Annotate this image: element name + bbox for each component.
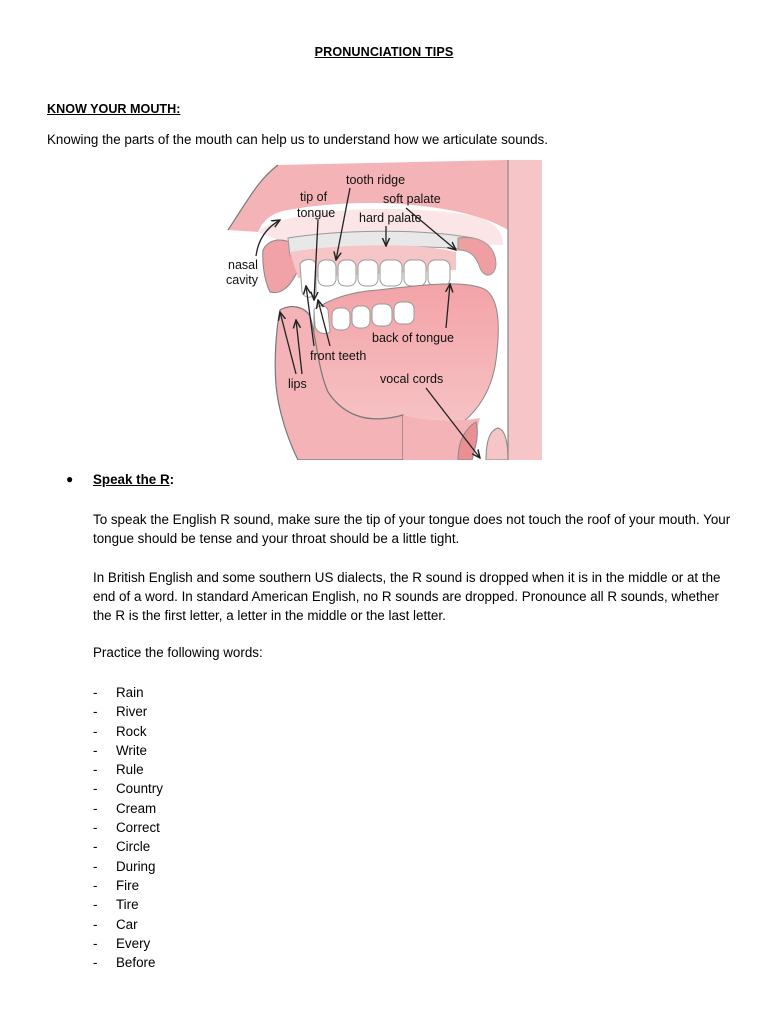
practice-word: Cream bbox=[116, 800, 157, 816]
intro-text: Knowing the parts of the mouth can help us to understand how we articulate sounds. bbox=[47, 132, 548, 147]
practice-word: Country bbox=[116, 781, 163, 797]
bullet-title-colon: : bbox=[169, 472, 175, 487]
list-dash: - bbox=[93, 877, 98, 893]
practice-word: Tire bbox=[116, 897, 139, 913]
paragraph-r-sound: To speak the English R sound, make sure the tip of your tongue does not touch the roof of your mouth. Your tongue should be tense and your throat should be a little tight. bbox=[93, 512, 731, 546]
label-vocal-cords: vocal cords bbox=[380, 372, 444, 386]
bullet-dot: ● bbox=[66, 472, 74, 486]
page-title: PRONUNCIATION TIPS bbox=[314, 45, 454, 59]
list-dash: - bbox=[93, 820, 98, 836]
vocal-cords-shape bbox=[486, 428, 508, 460]
pharynx-background bbox=[508, 160, 542, 460]
list-dash: - bbox=[93, 762, 98, 778]
label-lips: lips bbox=[288, 377, 307, 391]
practice-word: During bbox=[116, 858, 156, 874]
practice-word: River bbox=[116, 704, 148, 720]
list-dash: - bbox=[93, 955, 98, 971]
list-dash: - bbox=[93, 704, 98, 720]
section-heading: KNOW YOUR MOUTH: bbox=[47, 102, 181, 116]
practice-word: Before bbox=[116, 955, 156, 971]
practice-word: Car bbox=[116, 916, 138, 932]
label-front-teeth: front teeth bbox=[310, 349, 367, 363]
list-dash: - bbox=[93, 685, 98, 700]
bullet-title-text: Speak the R bbox=[93, 472, 170, 487]
paragraph-dialects: In British English and some southern US dialects, the R sound is dropped when it is in the middle or at the end of a word. In standard American English, no R sounds are dropped. Pronounce all R sounds, whether the R is the first letter, a letter in the middle or the last letter. bbox=[93, 570, 721, 623]
label-nasal: nasal bbox=[228, 258, 258, 272]
label-tip-of: tip of bbox=[300, 190, 328, 204]
practice-word: Correct bbox=[116, 820, 160, 836]
list-dash: - bbox=[93, 935, 98, 951]
label-hard-palate: hard palate bbox=[359, 211, 422, 225]
list-dash: - bbox=[93, 781, 98, 797]
label-tooth-ridge: tooth ridge bbox=[346, 173, 406, 187]
practice-word: Fire bbox=[116, 877, 140, 893]
list-dash: - bbox=[93, 723, 98, 739]
mouth-diagram-svg bbox=[218, 160, 542, 460]
label-soft-palate: soft palate bbox=[383, 192, 441, 206]
practice-word: Rain bbox=[116, 685, 144, 700]
practice-word: Circle bbox=[116, 839, 151, 855]
list-dash: - bbox=[93, 742, 98, 758]
label-tongue: tongue bbox=[297, 206, 336, 220]
practice-word: Every bbox=[116, 935, 151, 951]
list-dash: - bbox=[93, 897, 98, 913]
practice-prompt: Practice the following words: bbox=[93, 645, 263, 660]
list-dash: - bbox=[93, 839, 98, 855]
mouth-diagram bbox=[218, 160, 542, 460]
list-dash: - bbox=[93, 916, 98, 932]
bullet-heading bbox=[93, 472, 174, 487]
practice-word: Rock bbox=[116, 723, 147, 739]
label-cavity: cavity bbox=[226, 273, 258, 287]
label-back-of-tongue: back of tongue bbox=[372, 331, 455, 345]
list-dash: - bbox=[93, 800, 98, 816]
practice-word: Rule bbox=[116, 762, 144, 778]
list-dash: - bbox=[93, 858, 98, 874]
practice-word: Write bbox=[116, 742, 147, 758]
